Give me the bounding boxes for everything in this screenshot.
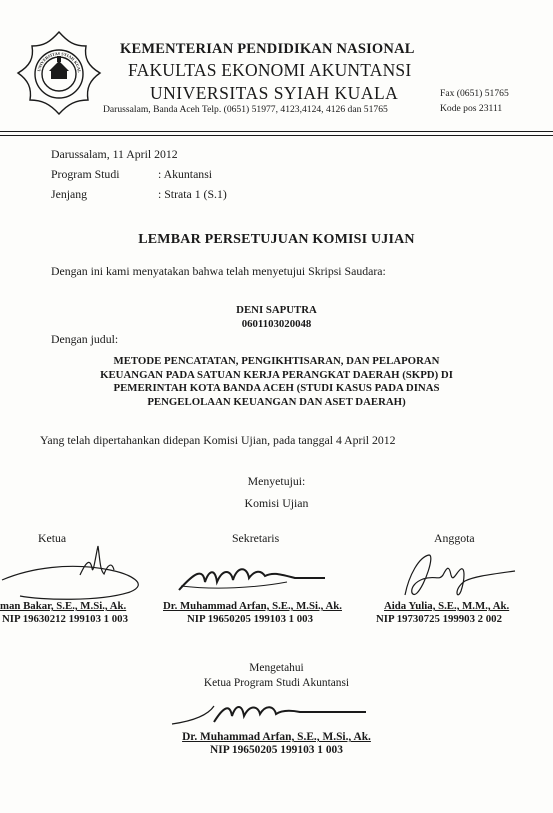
secretary-role: Sekretaris <box>232 531 280 545</box>
acknowledged-label: Mengetahui <box>249 662 304 674</box>
program-label: Program Studi <box>51 167 120 181</box>
student-name: DENI SAPUTRA <box>236 304 317 316</box>
secretary-signature <box>175 560 335 600</box>
thesis-title-line: PENGELOLAAN KEUANGAN DAN ASET DAERAH) <box>147 395 406 408</box>
approved-label: Menyetujui: <box>247 474 306 488</box>
student-id: 0601103020048 <box>241 318 312 330</box>
chair-nip: NIP 19630212 199103 1 003 <box>2 613 128 625</box>
defense-statement: Yang telah dipertahankan didepan Komisi Ujian, pada tanggal 4 April 2012 <box>40 433 396 447</box>
chair-name: man Bakar, S.E., M.Si., Ak. <box>0 600 127 612</box>
date-line: Darussalam, 11 April 2012 <box>51 147 178 161</box>
postal-code: Kode pos 23111 <box>440 103 503 114</box>
member-signature <box>395 545 545 605</box>
committee-label: Komisi Ujian <box>244 496 309 510</box>
ministry-heading: KEMENTERIAN PENDIDIKAN NASIONAL <box>120 41 415 57</box>
secretary-nip: NIP 19650205 199103 1 003 <box>187 613 313 625</box>
university-logo <box>14 28 104 118</box>
level-label: Jenjang <box>51 187 88 201</box>
intro-text: Dengan ini kami menyatakan bahwa telah menyetujui Skripsi Saudara: <box>51 264 386 278</box>
chair-role: Ketua <box>38 531 67 545</box>
member-nip: NIP 19730725 199903 2 002 <box>376 613 502 625</box>
fax-number: Fax (0651) 51765 <box>440 88 509 99</box>
program-head-name: Dr. Muhammad Arfan, S.E., M.Si., Ak. <box>182 731 371 743</box>
thesis-title-line: PEMERINTAH KOTA BANDA ACEH (STUDI KASUS PADA DINAS <box>113 382 440 394</box>
program-head-signature <box>170 698 370 733</box>
university-heading: UNIVERSITAS SYIAH KUALA <box>150 83 399 103</box>
thesis-title <box>0 355 553 409</box>
address-line: Darussalam, Banda Aceh Telp. (0651) 51977, 4123,4124, 4126 dan 51765 <box>103 104 388 115</box>
letterhead-divider <box>0 131 553 132</box>
letterhead-divider-thin <box>0 135 553 136</box>
document-title: LEMBAR PERSETUJUAN KOMISI UJIAN <box>138 232 415 247</box>
program-value: : Akuntansi <box>158 167 213 181</box>
thesis-title-line: METODE PENCATATAN, PENGIKHTISARAN, DAN PELAPORAN <box>113 355 440 367</box>
chair-signature <box>0 540 150 605</box>
member-role: Anggota <box>434 531 475 545</box>
title-label: Dengan judul: <box>51 332 119 346</box>
logo-text: UNIVERSITAS SYIAH KUAL <box>36 50 82 74</box>
program-head-nip: NIP 19650205 199103 1 003 <box>210 744 343 756</box>
member-name: Aida Yulia, S.E., M.M., Ak. <box>384 600 510 612</box>
thesis-title-line: KEUANGAN PADA SATUAN KERJA PERANGKAT DAERAH (SKPD) DI <box>100 368 453 381</box>
svg-text:UNIVERSITAS SYIAH KUALA <box>14 28 82 73</box>
faculty-heading: FAKULTAS EKONOMI AKUNTANSI <box>128 60 412 80</box>
secretary-name: Dr. Muhammad Arfan, S.E., M.Si., Ak. <box>163 600 342 612</box>
program-head-role: Ketua Program Studi Akuntansi <box>203 677 350 689</box>
level-value: : Strata 1 (S.1) <box>158 187 227 201</box>
